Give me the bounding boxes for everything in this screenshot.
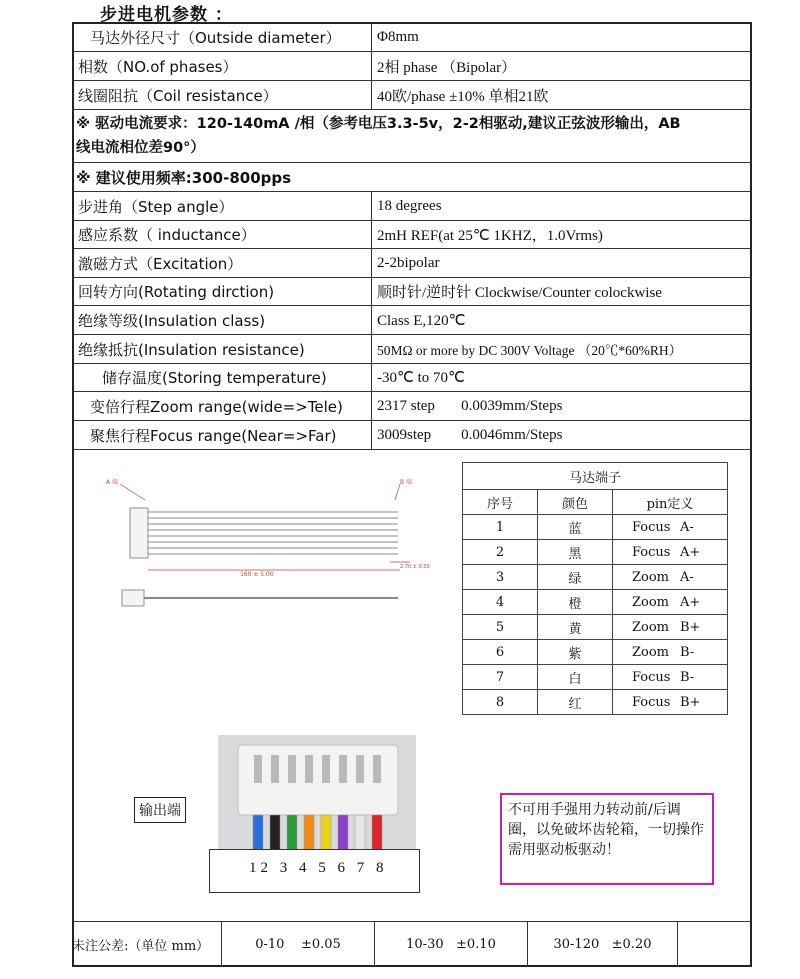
- pin-row: [463, 540, 728, 565]
- pin-function: Focus: [632, 544, 671, 560]
- spec-label: 聚焦行程Focus range(Near=>Far): [72, 421, 372, 449]
- connector-a: [130, 508, 148, 558]
- pin-no: 8: [463, 690, 538, 715]
- spec-value: 2相 phase （Bipolar）: [377, 59, 517, 76]
- pin-table: [462, 462, 728, 715]
- pin-row: [463, 615, 728, 640]
- pin-no: 5: [463, 615, 538, 640]
- photo-wire: [253, 815, 263, 850]
- spec-label: 储存温度(Storing temperature): [72, 364, 372, 391]
- spec-label: 感应系数（ inductance）: [72, 221, 372, 248]
- spec-label: 相数（NO.of phases）: [72, 52, 372, 80]
- spec-row: [72, 81, 752, 110]
- tolerance-row: [72, 921, 752, 967]
- pin-color: 红: [538, 690, 613, 715]
- spec-row: [72, 421, 752, 450]
- pin-color: 绿: [538, 565, 613, 590]
- pin-function: Zoom: [632, 644, 670, 660]
- connector-pin: [305, 755, 313, 783]
- connector-pin: [271, 755, 279, 783]
- cable-drawing: [100, 470, 430, 620]
- pin-color: 黄: [538, 615, 613, 640]
- pin-no: 4: [463, 590, 538, 615]
- pin-no: 7: [463, 665, 538, 690]
- pin-no: 3: [463, 565, 538, 590]
- pin-signal: B+: [680, 619, 701, 635]
- spec-label: 线圈阻抗（Coil resistance）: [72, 81, 372, 109]
- page-title: 步进电机参数 ：: [100, 5, 233, 25]
- pin-color: 蓝: [538, 515, 613, 540]
- connector-side: [122, 590, 144, 606]
- pin-header-color: 颜色: [538, 490, 613, 515]
- pin-function: Focus: [632, 519, 671, 535]
- pin-function: Zoom: [632, 569, 670, 585]
- spec-value: -30℃ to 70℃: [377, 370, 465, 386]
- spec-row: [72, 335, 752, 364]
- pin-color: 白: [538, 665, 613, 690]
- pin-no: 6: [463, 640, 538, 665]
- pin-def: [613, 540, 728, 565]
- spec-row: [72, 392, 752, 421]
- pin-numbers: 12 3 4 5 6 7 8: [249, 860, 388, 876]
- spec-label: 步进角（Step angle）: [72, 192, 372, 220]
- spec-label: 变倍行程Zoom range(wide=>Tele): [72, 392, 372, 420]
- spec-label: 绝缘等级(Insulation class): [72, 306, 372, 334]
- pin-function: Zoom: [632, 619, 670, 635]
- drawing-tag-left: A 端: [106, 479, 119, 486]
- dim-length-label: 160 ± 5.00: [240, 571, 274, 578]
- pin-color: 橙: [538, 590, 613, 615]
- pin-signal: B+: [680, 694, 701, 710]
- photo-wire: [355, 815, 365, 850]
- photo-wire: [372, 815, 382, 850]
- tolerance-label: 未注公差:（单位 mm）: [72, 922, 222, 967]
- spec-value: 2317 step 0.0039mm/Steps: [377, 397, 563, 414]
- output-end-label: 输出端: [134, 797, 186, 823]
- spec-value: 40欧/phase ±10% 单相21欧: [377, 88, 549, 105]
- pin-signal: A+: [680, 594, 701, 610]
- spec-row: [72, 306, 752, 335]
- spec-label: 激磁方式（Excitation）: [72, 249, 372, 277]
- pin-signal: A-: [680, 519, 694, 535]
- connector-pin: [288, 755, 296, 783]
- spec-value: 2mH REF(at 25℃ 1KHZ，1.0Vrms): [377, 228, 603, 244]
- pin-header-no: 序号: [463, 490, 538, 515]
- pin-function: Focus: [632, 669, 671, 685]
- tolerance-item: 30-120 ±0.20: [528, 922, 678, 967]
- spec-row: [72, 192, 752, 221]
- dim-end-label: 2.70 ± 0.50: [400, 564, 430, 570]
- photo-wire: [321, 815, 331, 850]
- tolerance-item: 10-30 ±0.10: [375, 922, 528, 967]
- photo-wire: [287, 815, 297, 850]
- pin-def: [613, 690, 728, 715]
- photo-wire: [270, 815, 280, 850]
- spec-row: [72, 278, 752, 306]
- pin-row: [463, 590, 728, 615]
- pin-row: [463, 665, 728, 690]
- pin-table-caption: 马达端子: [463, 463, 728, 490]
- drive-current-note: [72, 110, 752, 163]
- spec-label: 绝缘抵抗(Insulation resistance): [72, 335, 372, 363]
- spec-value: 3009step 0.0046mm/Steps: [377, 426, 563, 443]
- pin-row: [463, 690, 728, 715]
- frequency-note-text: ※ 建议使用频率:300-800pps: [76, 168, 292, 187]
- connector-pin: [339, 755, 347, 783]
- drive-note-line2: 线电流相位差90°）: [76, 140, 205, 156]
- pin-no: 1: [463, 515, 538, 540]
- pin-color: 紫: [538, 640, 613, 665]
- connector-pin: [373, 755, 381, 783]
- spec-label: 回转方向(Rotating dirction): [72, 278, 372, 305]
- pin-no: 2: [463, 540, 538, 565]
- pin-signal: B-: [680, 669, 695, 685]
- connector-pin: [322, 755, 330, 783]
- spec-row: [72, 52, 752, 81]
- spec-value: Φ8mm: [377, 29, 419, 45]
- photo-wire: [304, 815, 314, 850]
- pin-signal: A+: [680, 544, 701, 560]
- frequency-note: [72, 163, 752, 192]
- connector-photo: [218, 735, 416, 850]
- drawing-tag-right: B 端: [400, 479, 413, 486]
- pin-signal: B-: [680, 644, 695, 660]
- pin-header-def: pin定义: [613, 490, 728, 515]
- spec-row: [72, 364, 752, 392]
- pin-def: [613, 615, 728, 640]
- pin-def: [613, 590, 728, 615]
- pin-def: [613, 565, 728, 590]
- tolerance-item: 0-10 ±0.05: [222, 922, 375, 967]
- pin-row: [463, 640, 728, 665]
- warning-note: 不可用手强用力转动前/后调圈，以免破坏齿轮箱，一切操作需用驱动板驱动！: [500, 793, 714, 885]
- pin-function: Focus: [632, 694, 671, 710]
- pin-function: Zoom: [632, 594, 670, 610]
- pin-number-box: [209, 849, 420, 893]
- spec-row: [72, 249, 752, 278]
- spec-value: 18 degrees: [377, 197, 442, 214]
- pin-color: 黑: [538, 540, 613, 565]
- pin-def: [613, 640, 728, 665]
- pin-def: [613, 665, 728, 690]
- connector-pin: [356, 755, 364, 783]
- spec-value: 2-2bipolar: [377, 254, 440, 271]
- pin-row: [463, 515, 728, 540]
- spec-value: 顺时针/逆时针 Clockwise/Counter colockwise: [377, 285, 662, 301]
- spec-value: 50MΩ or more by DC 300V Voltage （20℃*60%RH）: [377, 343, 683, 358]
- spec-row: [72, 221, 752, 249]
- spec-value: Class E,120℃: [377, 312, 466, 329]
- pin-signal: A-: [680, 569, 694, 585]
- spec-label: 马达外径尺寸（Outside diameter）: [72, 24, 372, 51]
- pin-def: [613, 515, 728, 540]
- pin-row: [463, 565, 728, 590]
- spec-row: [72, 24, 752, 52]
- connector-pin: [254, 755, 262, 783]
- wire-bundle: [148, 512, 398, 554]
- photo-wire: [338, 815, 348, 850]
- drive-note-line1: ※ 驱动电流要求：120-140mA /相（参考电压3.3-5v，2-2相驱动,建议正弦波形输出，AB: [76, 116, 681, 132]
